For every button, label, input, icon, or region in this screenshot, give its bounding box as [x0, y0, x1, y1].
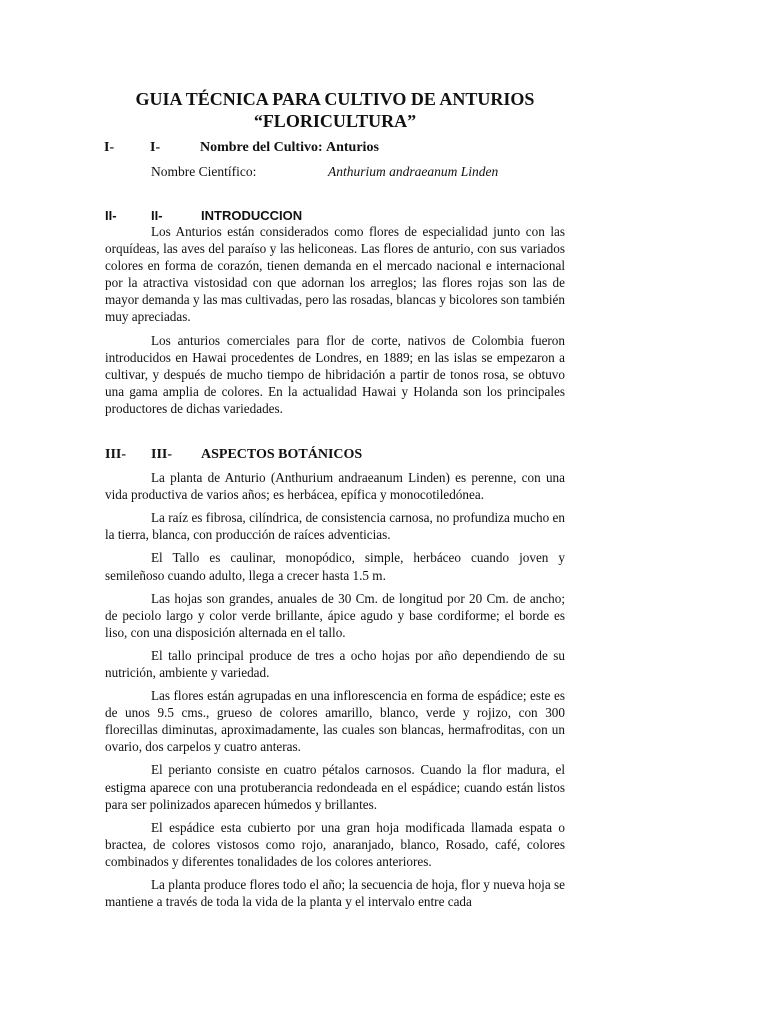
paragraph: Los Anturios están considerados como flores de especialidad junto con las orquídeas, las aves del paraíso y las heliconeas. Las flores de anturio, con sus variados colores en forma de corazón, tienen demanda en el mercado nacional e internacional por la atractiva vistosidad con que adornan los arreglos; las flores rojas son las de mayor demanda y las mas cultivadas, pero las rosadas, blancas y bicolores son también muy apreciadas. [105, 224, 565, 325]
section-2-number: II- [105, 208, 117, 223]
paragraph: Las flores están agrupadas en una inflorescencia en forma de espádice; este es de unos 9.5 cms., grueso de colores amarillo, blanco, verde y rojizo, con 300 florecillas diminutas, aproximadamente, las cuales son blancas, hermafroditas, con un ovario, dos carpelos y cuatro anteras. [105, 688, 565, 755]
section-2-heading [105, 208, 565, 223]
paragraph: Los anturios comerciales para flor de corte, nativos de Colombia fueron introducidos en Hawai procedentes de Londres, en 1889; en las islas se empezaron a cultivar, y después de mucho tiempo de hibridación a partir de tonos rosa, se obtuvo una gama amplia de colores. En la actualidad Hawai y Holanda son los principales productores de dichas variedades. [105, 332, 565, 416]
section-1-heading [104, 140, 565, 156]
scientific-name-label: Nombre Científico: [151, 164, 257, 179]
section-1-number: I- [104, 140, 115, 155]
section-3-number: III- [105, 447, 127, 463]
paragraph: El tallo principal produce de tres a ocho hojas por año dependiendo de su nutrición, ambiente y variedad. [105, 647, 565, 680]
section-2-title: INTRODUCCION [201, 208, 303, 223]
section-3-title: ASPECTOS BOTÁNICOS [201, 447, 363, 463]
title-line-1: GUIA TÉCNICA PARA CULTIVO DE ANTURIOS [135, 89, 535, 109]
paragraph: La planta de Anturio (Anthurium andraeanum Linden) es perenne, con una vida productiva de varios años; es herbácea, epífica y monocotiledónea. [105, 470, 565, 503]
title-line-2: “FLORICULTURA” [253, 111, 417, 131]
crop-name-value: Anturios [326, 140, 379, 155]
scientific-name-value: Anthurium andraeanum Linden [328, 164, 499, 179]
document-title [105, 88, 565, 132]
section-1-subnumber: I- [150, 140, 161, 155]
crop-name-label: Nombre del Cultivo: [200, 140, 323, 155]
section-3-heading [105, 447, 565, 463]
section-3-subnumber: III- [151, 447, 173, 463]
paragraph: El perianto consiste en cuatro pétalos carnosos. Cuando la flor madura, el estigma aparece con una protuberancia redondeada en el espádice; cuando están listos para ser polinizados aparecen húmedos y brillantes. [105, 762, 565, 812]
document-body [105, 88, 565, 916]
scientific-name-row [151, 164, 565, 180]
paragraph: El Tallo es caulinar, monopódico, simple, herbáceo cuando joven y semileñoso cuando adulto, llega a crecer hasta 1.5 m. [105, 550, 565, 583]
paragraph: El espádice esta cubierto por una gran hoja modificada llamada espata o bractea, de colores vistosos como rojo, anaranjado, blanco, Rosado, café, colores combinados y diferentes tonalidades de los colores anteriores. [105, 819, 565, 869]
section-2-subnumber: II- [151, 208, 163, 223]
paragraph: Las hojas son grandes, anuales de 30 Cm. de longitud por 20 Cm. de ancho; de peciolo largo y color verde brillante, ápice agudo y base cordiforme; el borde es liso, con una disposición alternada en el tallo. [105, 590, 565, 640]
section-3-body [105, 469, 565, 910]
paragraph: La planta produce flores todo el año; la secuencia de hoja, flor y nueva hoja se mantiene a través de toda la vida de la planta y el intervalo entre cada [105, 877, 565, 910]
section-2-body [105, 223, 565, 417]
paragraph: La raíz es fibrosa, cilíndrica, de consistencia carnosa, no profundiza mucho en la tierra, blanca, con producción de raíces adventicias. [105, 510, 565, 543]
